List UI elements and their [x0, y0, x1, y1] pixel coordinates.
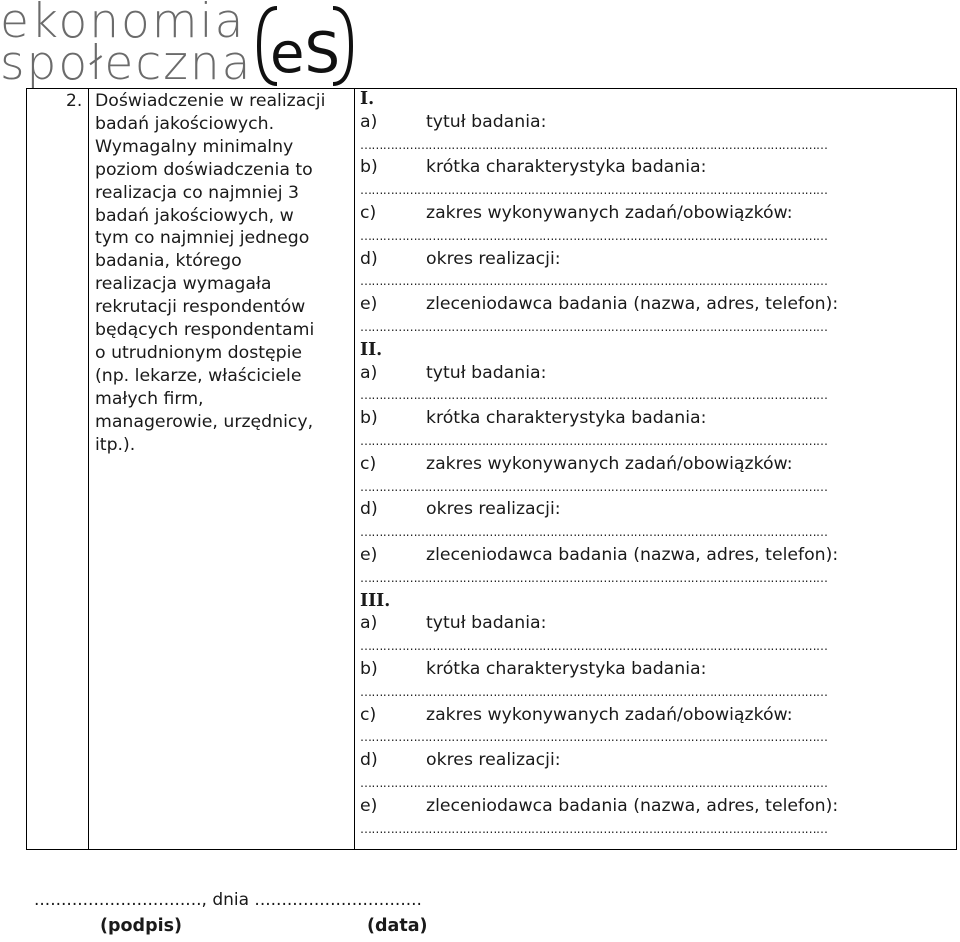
fill-in-dotted-line[interactable]: …………………………………………………………………………………………………………… [360, 775, 828, 790]
field-label: okres realizacji: [426, 248, 561, 269]
description-line: rekrutacji respondentów [95, 297, 306, 318]
signature-label-podpis: (podpis) [100, 916, 183, 936]
field-letter: a) [360, 111, 378, 132]
fill-in-dotted-line[interactable]: …………………………………………………………………………………………………………… [360, 228, 828, 243]
description-line: realizacja wymagała [95, 274, 272, 295]
fill-in-dotted-line[interactable]: …………………………………………………………………………………………………………… [360, 639, 828, 654]
field-b [360, 658, 908, 681]
fill-in-dotted-line[interactable]: …………………………………………………………………………………………………………… [360, 570, 828, 585]
signature-line: ..............................., dnia ............................... [34, 890, 422, 910]
field-label: zakres wykonywanych zadań/obowiązków: [426, 453, 793, 474]
field-e [360, 795, 908, 818]
logo-word-spoleczna: społeczna [0, 36, 253, 91]
column-divider-1 [88, 89, 89, 849]
section-heading: III. [360, 590, 391, 611]
field-letter: e) [360, 544, 378, 565]
fill-in-dotted-line[interactable]: …………………………………………………………………………………………………………… [360, 821, 828, 836]
description-line: będących respondentami [95, 320, 315, 341]
fill-in-dotted-line[interactable]: …………………………………………………………………………………………………………… [360, 319, 828, 334]
field-label: krótka charakterystyka badania: [426, 408, 707, 429]
logo-es-text: eS [270, 21, 340, 86]
field-e [360, 544, 908, 567]
field-label: tytuł badania: [426, 613, 547, 634]
field-letter: b) [360, 408, 378, 429]
description-line: o utrudnionym dostępie [95, 342, 303, 363]
fill-in-dotted-line[interactable]: …………………………………………………………………………………………………………… [360, 730, 828, 745]
fill-in-dotted-line[interactable]: …………………………………………………………………………………………………………… [360, 525, 828, 540]
field-c [360, 202, 908, 225]
description-line: małych firm, [95, 388, 204, 409]
fill-in-dotted-line[interactable]: …………………………………………………………………………………………………………… [360, 388, 828, 403]
row-number: 2. [66, 91, 83, 111]
field-letter: c) [360, 704, 377, 725]
field-label: krótka charakterystyka badania: [426, 658, 707, 679]
field-label: krótka charakterystyka badania: [426, 157, 707, 178]
field-c [360, 704, 908, 727]
description-line: (np. lekarze, właściciele [95, 365, 302, 386]
description-line: poziom doświadczenia to [95, 159, 313, 180]
field-label: okres realizacji: [426, 499, 561, 520]
field-letter: d) [360, 499, 378, 520]
field-label: zleceniodawca badania (nazwa, adres, telefon): [426, 795, 839, 816]
field-d [360, 749, 908, 772]
field-letter: d) [360, 750, 378, 771]
description-line: Wymagalny minimalny [95, 136, 294, 157]
field-label: zleceniodawca badania (nazwa, adres, telefon): [426, 544, 839, 565]
field-c [360, 453, 908, 476]
logo-es-mark [255, 0, 365, 90]
fill-in-dotted-line[interactable]: …………………………………………………………………………………………………………… [360, 183, 828, 198]
description-line: tym co najmniej jednego [95, 228, 310, 249]
field-letter: a) [360, 613, 378, 634]
field-label: zakres wykonywanych zadań/obowiązków: [426, 202, 793, 223]
description-line: managerowie, urzędnicy, [95, 411, 314, 432]
description-line: Doświadczenie w realizacji [95, 91, 326, 111]
signature-label-data: (data) [367, 916, 428, 936]
research-entries [360, 89, 908, 840]
field-d [360, 248, 908, 271]
fill-in-dotted-line[interactable]: …………………………………………………………………………………………………………… [360, 137, 828, 152]
field-letter: a) [360, 362, 378, 383]
fill-in-dotted-line[interactable]: …………………………………………………………………………………………………………… [360, 479, 828, 494]
logo [0, 0, 380, 90]
field-a [360, 362, 908, 385]
fill-in-dotted-line[interactable]: …………………………………………………………………………………………………………… [360, 433, 828, 448]
description-line: badań jakościowych. [95, 113, 275, 134]
field-label: zakres wykonywanych zadań/obowiązków: [426, 704, 793, 725]
field-letter: c) [360, 202, 377, 223]
logo-word-ekonomia: ekonomia [0, 0, 246, 49]
field-label: tytuł badania: [426, 111, 547, 132]
fill-in-dotted-line[interactable]: …………………………………………………………………………………………………………… [360, 684, 828, 699]
section-heading: I. [360, 89, 375, 109]
section-heading: II. [360, 339, 383, 360]
field-letter: b) [360, 157, 378, 178]
field-letter: d) [360, 248, 378, 269]
description-line: realizacja co najmniej 3 [95, 182, 300, 203]
field-letter: e) [360, 795, 378, 816]
description-line: badania, którego [95, 251, 242, 272]
field-a [360, 111, 908, 134]
column-divider-2 [354, 89, 355, 849]
description-line: badań jakościowych, w [95, 205, 294, 226]
fill-in-dotted-line[interactable]: …………………………………………………………………………………………………………… [360, 274, 828, 289]
field-letter: c) [360, 453, 377, 474]
field-d [360, 498, 908, 521]
field-letter: b) [360, 658, 378, 679]
description-line: itp.). [95, 434, 136, 455]
field-e [360, 293, 908, 316]
field-label: okres realizacji: [426, 750, 561, 771]
field-a [360, 612, 908, 635]
row-description [95, 90, 345, 457]
field-letter: e) [360, 294, 378, 315]
field-label: tytuł badania: [426, 362, 547, 383]
field-b [360, 407, 908, 430]
field-label: zleceniodawca badania (nazwa, adres, telefon): [426, 294, 839, 315]
field-b [360, 156, 908, 179]
